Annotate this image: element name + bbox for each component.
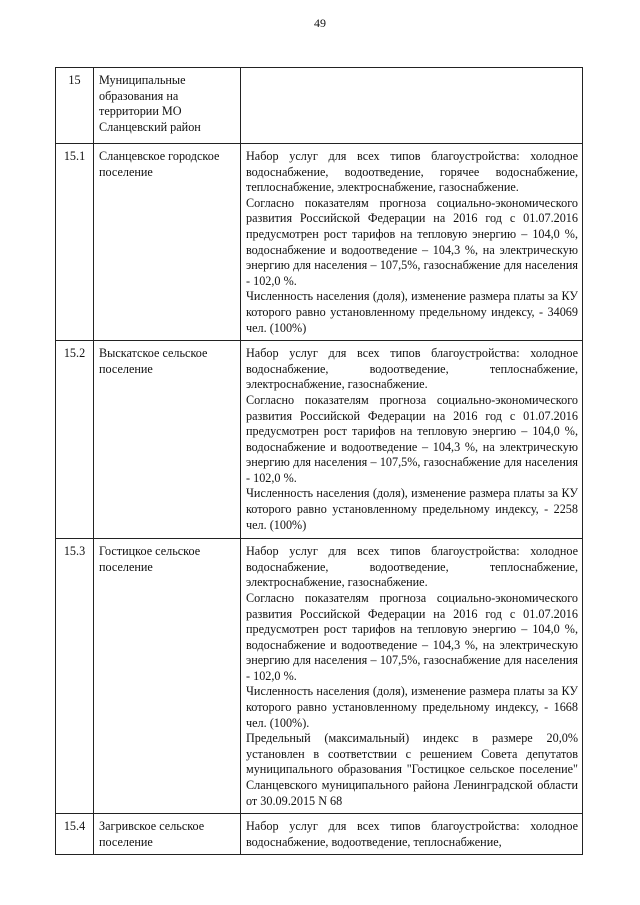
- row-description: [241, 144, 583, 341]
- services-paragraph: Набор услуг для всех типов благоустройства: холодное водоснабжение, водоотведение, теплоснабжение, электроснабжение, газоснабжение.: [246, 346, 578, 392]
- municipality-name: Гостицкое сельское поселение: [94, 539, 241, 814]
- municipality-name: Выскатское сельское поселение: [94, 341, 241, 539]
- table-row: [56, 539, 583, 814]
- municipality-name: Загривское сельское поселение: [94, 814, 241, 855]
- table-row: [56, 814, 583, 855]
- table-row: [56, 144, 583, 341]
- population-paragraph: Численность населения (доля), изменение размера платы за КУ которого равно установленному предельному индексу, - 2258 чел. (100%): [246, 486, 578, 532]
- row-number: 15: [56, 68, 94, 144]
- table-row: [56, 68, 583, 144]
- tariff-growth-paragraph: Согласно показателям прогноза социально-экономического развития Российской Федерации на 2016 год с 01.07.2016 предусмотрен рост тарифов на тепловую энергию – 104,0 %, водоснабжение и водоотведение – 104,3 %, на электрическую энергию для населения – 107,5%, газоснабжение для населения - 102,0 %.: [246, 590, 578, 683]
- tariff-table: [55, 67, 583, 855]
- services-paragraph: Набор услуг для всех типов благоустройства: холодное водоснабжение, водоотведение, теплоснабжение,: [246, 819, 578, 849]
- services-paragraph: Набор услуг для всех типов благоустройства: холодное водоснабжение, водоотведение, теплоснабжение, электроснабжение, газоснабжение.: [246, 544, 578, 590]
- row-description: [241, 68, 583, 144]
- row-description: [241, 341, 583, 539]
- row-description: [241, 814, 583, 855]
- population-paragraph: Численность населения (доля), изменение размера платы за КУ которого равно установленному предельному индексу, - 34069 чел. (100%): [246, 289, 578, 335]
- tariff-growth-paragraph: Согласно показателям прогноза социально-экономического развития Российской Федерации на 2016 год с 01.07.2016 предусмотрен рост тарифов на тепловую энергию – 104,0 %, водоснабжение и водоотведение – 104,3 %, на электрическую энергию для населения – 107,5%, газоснабжение для населения - 102,0 %.: [246, 195, 578, 288]
- services-paragraph: Набор услуг для всех типов благоустройства: холодное водоснабжение, водоотведение, горячее водоснабжение, теплоснабжение, электроснабжение, газоснабжение.: [246, 149, 578, 195]
- row-number: 15.4: [56, 814, 94, 855]
- max-index-paragraph: Предельный (максимальный) индекс в размере 20,0% установлен в соответствии с решением Совета депутатов муниципального образования "Гостицкое сельское поселение" Сланцевского муниципального района Ленинградской области от 30.09.2015 N 68: [246, 731, 578, 808]
- table-row: [56, 341, 583, 539]
- row-description: [241, 539, 583, 814]
- row-number: 15.3: [56, 539, 94, 814]
- row-number: 15.1: [56, 144, 94, 341]
- page-number: 49: [314, 16, 326, 30]
- municipality-name: Муниципальные образования на территории МО Сланцевский район: [94, 68, 241, 144]
- municipality-name: Сланцевское городское поселение: [94, 144, 241, 341]
- population-paragraph: Численность населения (доля), изменение размера платы за КУ которого равно установленному предельному индексу, - 1668 чел. (100%).: [246, 684, 578, 730]
- row-number: 15.2: [56, 341, 94, 539]
- tariff-growth-paragraph: Согласно показателям прогноза социально-экономического развития Российской Федерации на 2016 год с 01.07.2016 предусмотрен рост тарифов на тепловую энергию – 104,0 %, водоснабжение и водоотведение – 104,3 %, на электрическую энергию для населения – 107,5%, газоснабжение для населения - 102,0 %.: [246, 392, 578, 485]
